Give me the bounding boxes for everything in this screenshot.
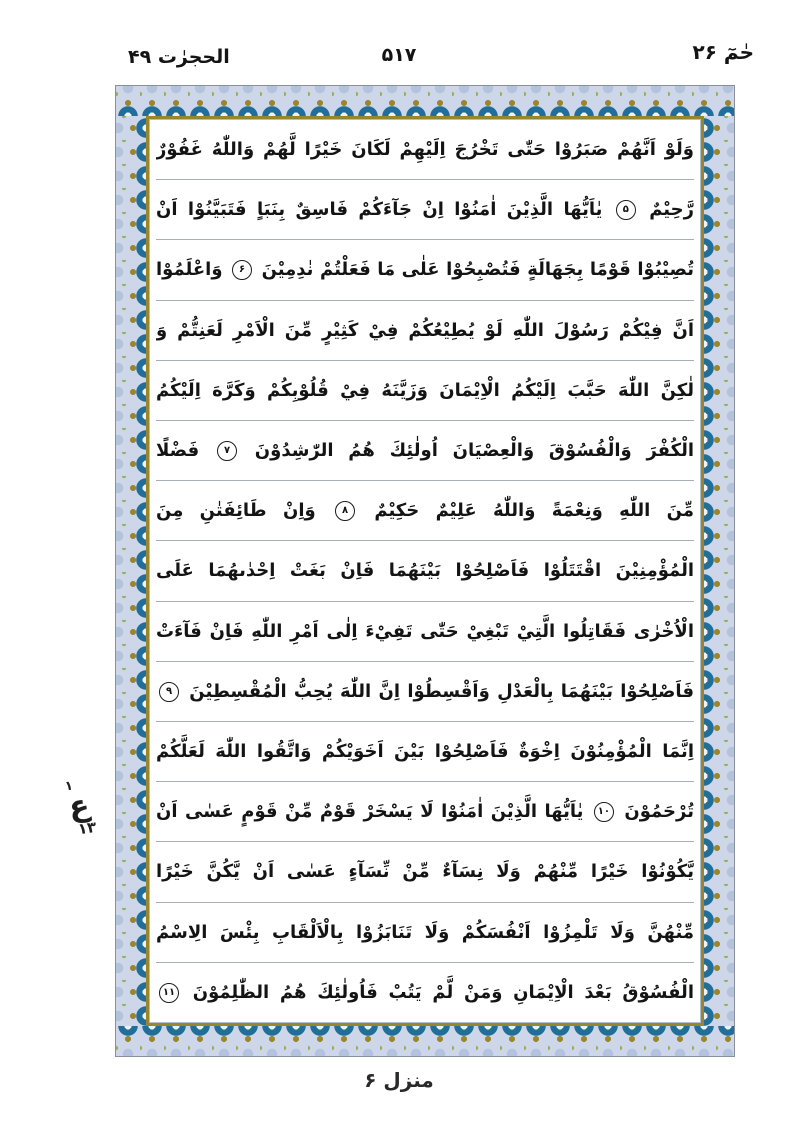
page-number: ۵۱۷ [381, 44, 417, 66]
ruku-marker [48, 756, 110, 860]
ayah-end-marker: ۹ [159, 682, 179, 702]
quran-words: يَّكُوْنُوْا خَيْرًا مِّنْهُمْ وَلَا نِسَآءٌ مِّنْ نِّسَآءٍ عَسٰى اَنْ يَّكُنَّ خَيْرًا [156, 861, 694, 883]
quran-words: الْفُسُوْقُ بَعْدَ الْاِيْمَانِ وَمَنْ لَّمْ يَتُبْ فَاُولٰئِكَ هُمُ الظّٰلِمُوْنَ [192, 981, 694, 1003]
quran-line-3 [156, 240, 694, 300]
quran-words: وَاِنْ طَائِفَتٰنِ مِنَ [156, 500, 316, 522]
quran-line-5 [156, 361, 694, 421]
ruku-ayn-symbol: ع [66, 787, 91, 825]
quran-line-2 [156, 180, 694, 240]
ayah-end-marker: ۷ [217, 441, 237, 461]
ayah-end-marker: ۵ [616, 200, 636, 220]
ayah-end-marker: ۱۰ [594, 802, 614, 822]
quran-text-block [149, 119, 701, 1023]
quran-words: اَنَّ فِيْكُمْ رَسُوْلَ اللّٰهِ لَوْ يُطِيْعُكُمْ فِيْ كَثِيْرٍ مِّنَ الْاَمْرِ لَعَنِتُّمْ وَ [156, 319, 694, 341]
quran-words: مِّنْهُنَّ وَلَا تَلْمِزُوْا اَنْفُسَكُمْ وَلَا تَنَابَزُوْا بِالْاَلْقَابِ بِئْسَ الِاسْمُ [156, 921, 694, 943]
ornamental-border-frame [115, 85, 735, 1057]
quran-words: تُرْحَمُوْنَ [624, 801, 694, 823]
quran-line-15 [156, 963, 694, 1022]
quran-line-13 [156, 842, 694, 902]
quran-words: الْمُؤْمِنِيْنَ اقْتَتَلُوْا فَاَصْلِحُوْا بَيْنَهُمَا فَاِنْ بَغَتْ اِحْدٰىهُمَا عَلَى [156, 560, 694, 582]
quran-line-8 [156, 541, 694, 601]
quran-words: الْكُفْرَ وَالْفُسُوْقَ وَالْعِصْيَانَ اُولٰئِكَ هُمُ الرّٰشِدُوْنَ [254, 440, 694, 462]
quran-words: مِّنَ اللّٰهِ وَنِعْمَةً وَاللّٰهُ عَلِيْمٌ حَكِيْمٌ [374, 500, 694, 522]
quran-line-11 [156, 722, 694, 782]
border-band-top [116, 86, 734, 119]
quran-line-12 [156, 782, 694, 842]
quran-words: اِنَّمَا الْمُؤْمِنُوْنَ اِخْوَةٌ فَاَصْلِحُوْا بَيْنَ اَخَوَيْكُمْ وَاتَّقُوا اللّٰهَ لَعَلَّكُمْ [156, 741, 694, 763]
surah-name-label: الحجرٰت ۴۹ [128, 46, 230, 68]
ayah-end-marker: ۸ [335, 501, 355, 521]
quran-words: تُصِيْبُوْا قَوْمًا بِجَهَالَةٍ فَتُصْبِحُوْا عَلٰى مَا فَعَلْتُمْ نٰدِمِيْنَ [261, 259, 694, 281]
juz-label: حٰمٓ ۲۶ [692, 40, 754, 64]
quran-words: الْاُخْرٰى فَقَاتِلُوا الَّتِيْ تَبْغِيْ حَتّٰى تَفِيْءَ اِلٰى اَمْرِ اللّٰهِ فَاِنْ فَآءَتْ [156, 620, 694, 642]
ruku-marker-top-number: ۱ [64, 778, 74, 795]
quran-line-9 [156, 602, 694, 662]
ayah-end-marker: ۶ [232, 260, 252, 280]
quran-words: لٰكِنَّ اللّٰهَ حَبَّبَ اِلَيْكُمُ الْاِيْمَانَ وَزَيَّنَهُ فِيْ قُلُوْبِكُمْ وَكَرَّهَ اِلَيْكُمُ [156, 379, 694, 401]
quran-words: فَضْلًا [156, 440, 200, 462]
border-band-bottom [116, 1023, 734, 1056]
ayah-end-marker: ۱۱ [159, 983, 179, 1003]
running-head [0, 40, 798, 78]
quran-words: رَّحِيْمٌ [649, 199, 694, 221]
ruku-marker-bottom-number: ۱۳ [76, 818, 98, 839]
quran-words: وَلَوْ اَنَّهُمْ صَبَرُوْا حَتّٰى تَخْرُجَ اِلَيْهِمْ لَكَانَ خَيْرًا لَّهُمْ وَاللّٰهُ غَفُوْرٌ [156, 139, 694, 160]
quran-words: يٰاَيُّهَا الَّذِيْنَ اٰمَنُوْا لَا يَسْخَرْ قَوْمٌ مِّنْ قَوْمٍ عَسٰى اَنْ [156, 801, 584, 823]
border-band-right [701, 116, 734, 1026]
quran-line-10 [156, 662, 694, 722]
quran-line-1 [156, 120, 694, 180]
quran-words: وَاعْلَمُوْا [156, 259, 223, 281]
quran-line-7 [156, 481, 694, 541]
quran-line-14 [156, 903, 694, 963]
border-band-left [116, 116, 149, 1026]
quran-words: فَاَصْلِحُوْا بَيْنَهُمَا بِالْعَدْلِ وَاَقْسِطُوْا اِنَّ اللّٰهَ يُحِبُّ الْمُقْسِطِيْنَ [189, 680, 694, 702]
quran-words: يٰاَيُّهَا الَّذِيْنَ اٰمَنُوْا اِنْ جَآءَكُمْ فَاسِقٌ بِنَبَاٍ فَتَبَيَّنُوْا اَنْ [156, 199, 603, 221]
quran-line-4 [156, 301, 694, 361]
quran-line-6 [156, 421, 694, 481]
manzil-label: منزل ۶ [364, 1068, 434, 1092]
